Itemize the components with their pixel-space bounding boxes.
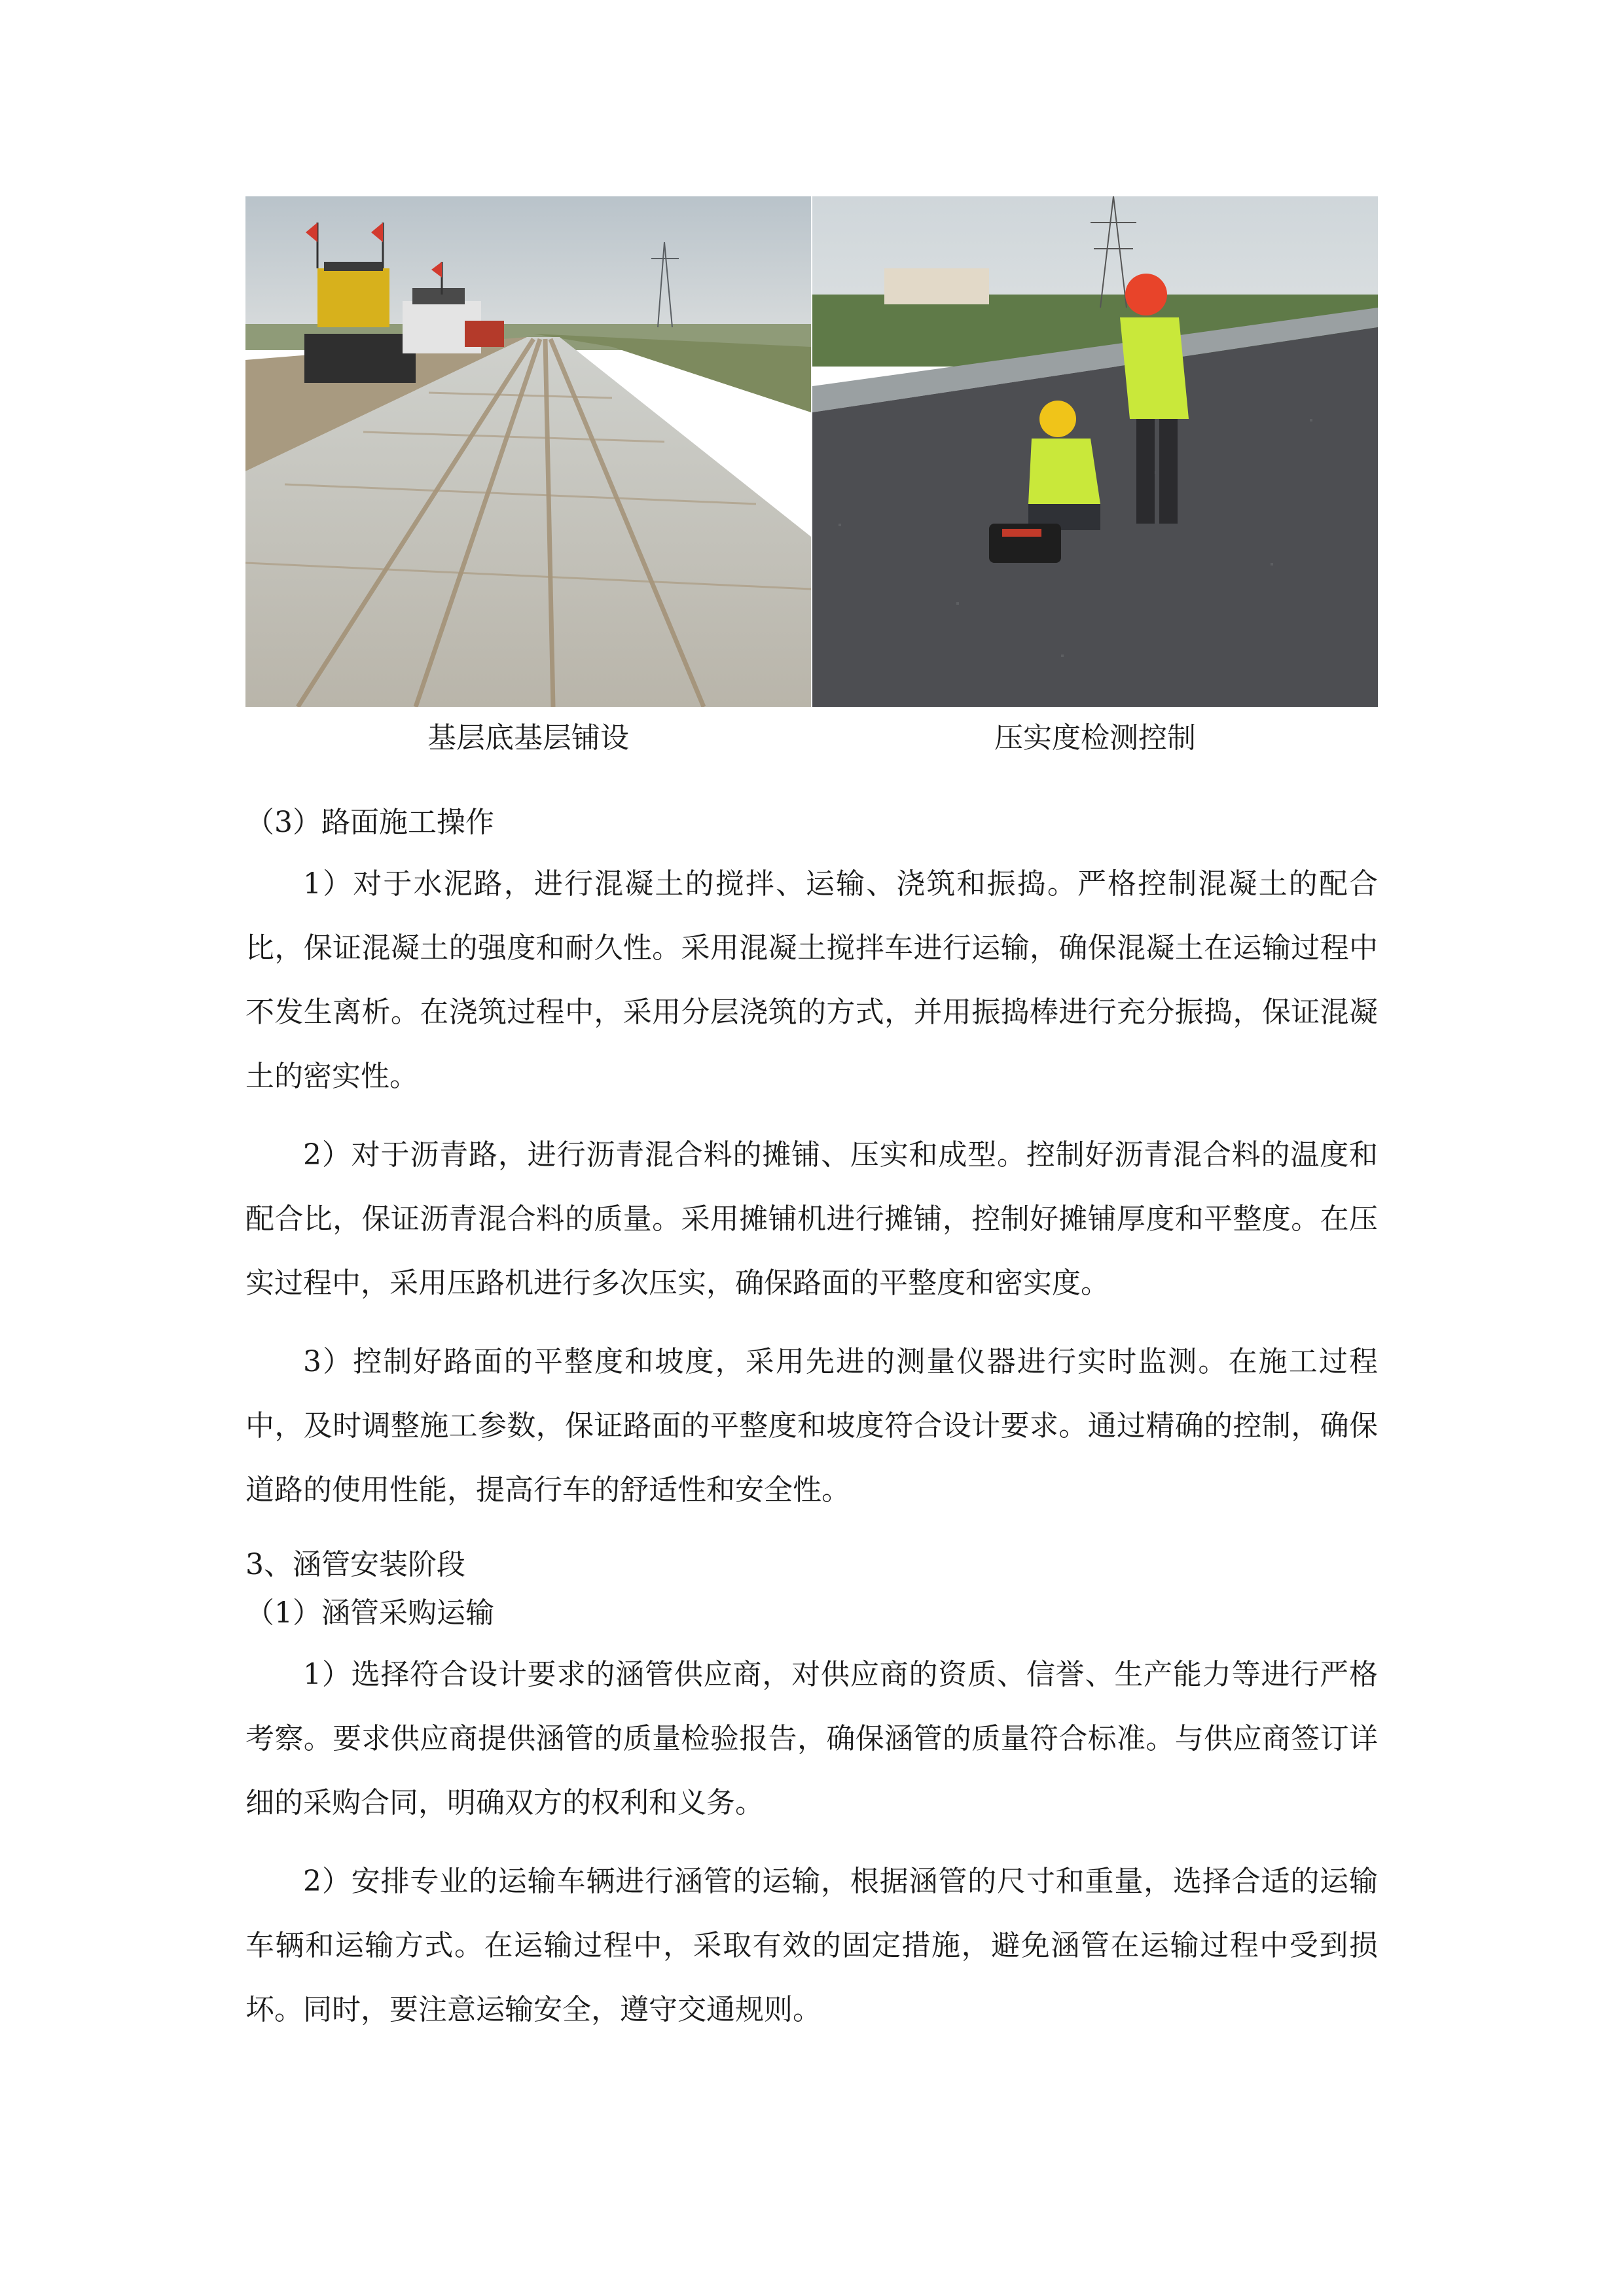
paragraph-transport: 2）安排专业的运输车辆进行涵管的运输，根据涵管的尺寸和重量，选择合适的运输车辆和运输方式。在运输过程中，采取有效的固定措施，避免涵管在运输过程中受到损坏。同时，要注意运输安全，遵守交通规则。 bbox=[245, 1865, 1378, 2026]
section-heading-pavement: （3）路面施工操作 bbox=[245, 806, 494, 839]
paving-photo bbox=[245, 196, 811, 707]
paragraph-supplier-selection: 1）选择符合设计要求的涵管供应商，对供应商的资质、信誉、生产能力等进行严格考察。要求供应商提供涵管的质量检验报告，确保涵管的质量符合标准。与供应商签订详细的采购合同，明确双方的权利和义务。 bbox=[245, 1658, 1378, 1820]
paving-photo-caption: 基层底基层铺设 bbox=[427, 721, 629, 755]
document-body bbox=[245, 800, 1378, 2042]
paragraph-cement-road: 1）对于水泥路，进行混凝土的搅拌、运输、浇筑和振捣。严格控制混凝土的配合比，保证混凝土的强度和耐久性。采用混凝土搅拌车进行运输，确保混凝土在运输过程中不发生离析。在浇筑过程中，采用分层浇筑的方式，并用振捣棒进行充分振捣，保证混凝土的密实性。 bbox=[245, 867, 1378, 1093]
stage-heading-culvert: 3、涵管安装阶段 bbox=[245, 1548, 465, 1581]
paving-photo-image bbox=[245, 196, 811, 707]
paragraph-asphalt-road: 2）对于沥青路，进行沥青混合料的摊铺、压实和成型。控制好沥青混合料的温度和配合比，保证沥青混合料的质量。采用摊铺机进行摊铺，控制好摊铺厚度和平整度。在压实过程中，采用压路机进行多次压实，确保路面的平整度和密实度。 bbox=[245, 1138, 1378, 1300]
compaction-photo-image bbox=[812, 196, 1378, 707]
paragraph-flatness-control: 3）控制好路面的平整度和坡度，采用先进的测量仪器进行实时监测。在施工过程中，及时调整施工参数，保证路面的平整度和坡度符合设计要求。通过精确的控制，确保道路的使用性能，提高行车的舒适性和安全性。 bbox=[245, 1345, 1378, 1507]
subsection-heading-culvert-purchase: （1）涵管采购运输 bbox=[245, 1596, 494, 1630]
compaction-photo-caption: 压实度检测控制 bbox=[994, 721, 1196, 755]
compaction-photo bbox=[812, 196, 1378, 707]
